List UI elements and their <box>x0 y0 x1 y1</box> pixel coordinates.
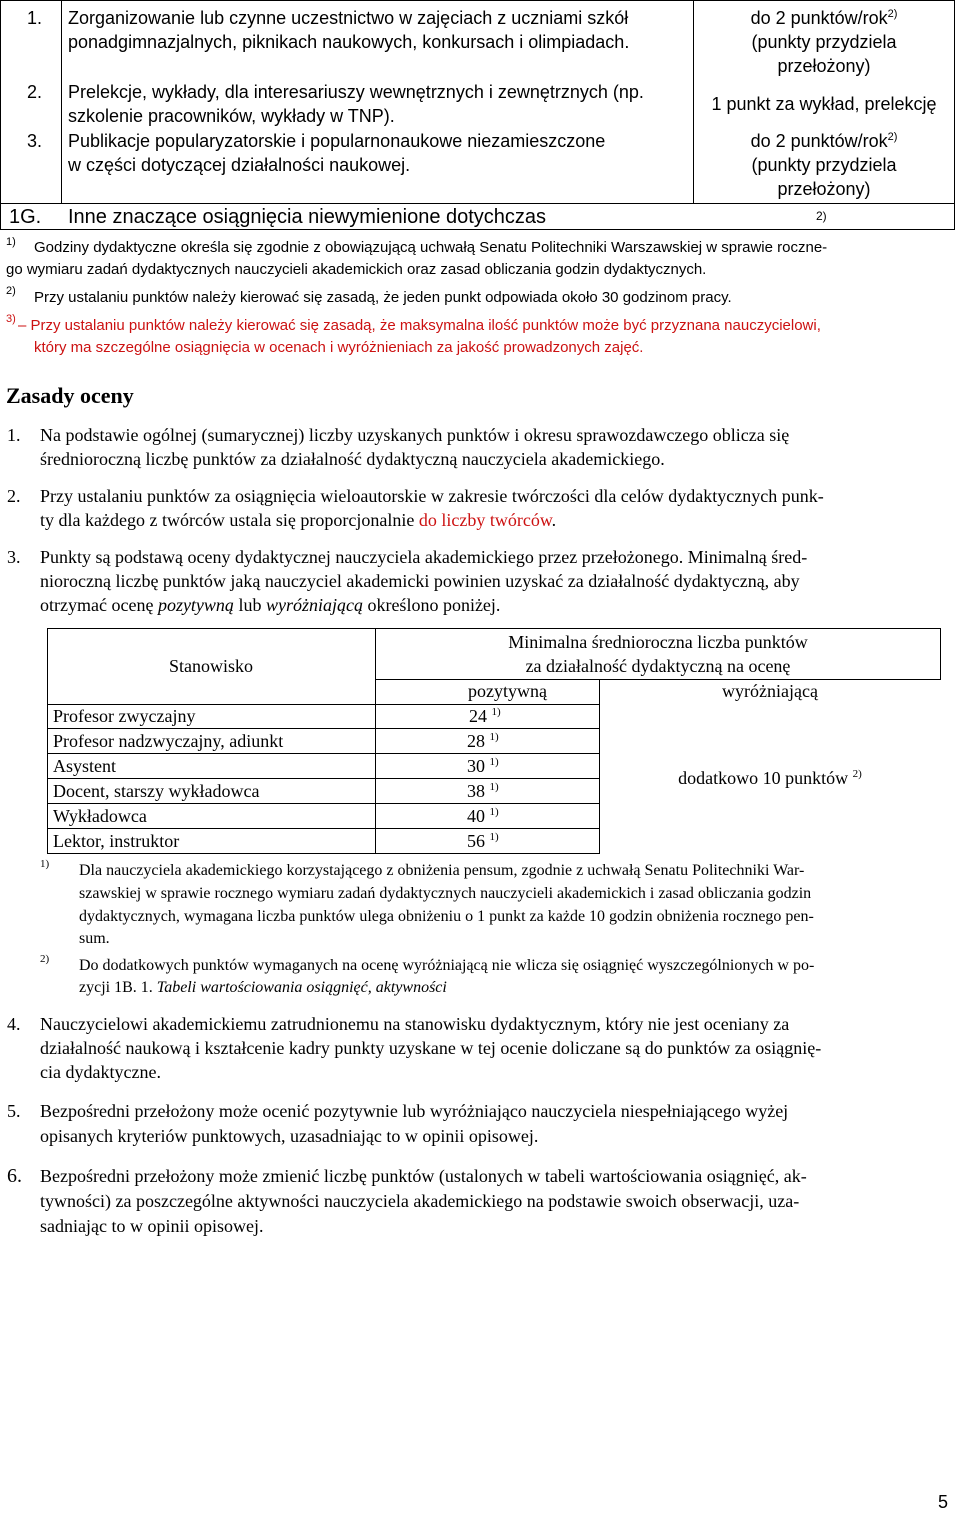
header-position: Stanowisko <box>168 656 253 676</box>
paragraph-line: Bezpośredni przełożony może ocenić pozytywnie lub wyróżniająco nauczyciela niespełniającego wyżej <box>40 1101 789 1121</box>
table-row-points: 56 $^{1)}$ <box>467 831 499 851</box>
row-text-line: Publikacje popularyzatorskie i popularnonaukowe niezamieszczone <box>68 131 606 151</box>
footnote-line: który ma szczególne osiągnięcia w ocenach i wyróżnieniach za jakość prowadzonych zajęć. <box>34 339 644 356</box>
row-points-line: (punkty przydziela <box>751 32 897 52</box>
distinct-value: dodatkowo 10 punktów $^{2)}$ <box>678 768 862 788</box>
page-heading: Zasady oceny <box>6 383 134 408</box>
table-row-points: 30 $^{1)}$ <box>467 756 499 776</box>
footnote-line: Przy ustalaniu punktów należy kierować się zasadą, że jeden punkt odpowiada około 30 godzinom pracy. <box>34 289 732 306</box>
footnote-mark: 1) <box>40 858 50 870</box>
table-row-points: 28 $^{1)}$ <box>467 731 499 751</box>
footnote-line: zycji 1B. 1. Tabeli wartościowania osiągnięć, aktywności <box>79 979 447 996</box>
footnote-mark: 2) <box>6 285 16 297</box>
footnote-line: dydaktycznych, wymagana liczba punktów ulega obniżeniu o 1 punkt za każde 10 godzin obniżenia rocznego pen- <box>79 908 814 925</box>
table-row-position: Docent, starszy wykładowca <box>53 781 260 801</box>
paragraph-line: otrzymać ocenę pozytywną lub wyróżniającą określono poniżej. <box>40 595 501 615</box>
footnote-line: – Przy ustalaniu punktów należy kierować się zasadą, że maksymalna ilość punktów może być przyznana nauczycielowi, <box>18 317 821 334</box>
row-number: 3. <box>27 131 43 151</box>
footnote-mark: 3) <box>6 313 16 325</box>
footnote-line: Dla nauczyciela akademickiego korzystającego z obniżenia pensum, zgodnie z uchwałą Senatu Politechniki War- <box>79 862 805 879</box>
row-number: 2. <box>27 82 43 102</box>
table-row-position: Profesor zwyczajny <box>53 706 196 726</box>
paragraph-line: działalność naukową i kształcenie kadry punkty uzyskane w tej ocenie doliczane są do punktów za osiągnię- <box>40 1038 822 1058</box>
row-text-line: szkolenie pracowników, wykłady w TNP). <box>68 106 395 126</box>
section-title: Inne znaczące osiągnięcia niewymienione dotychczas <box>68 206 547 228</box>
header-points: Minimalna średnioroczna liczba punktów <box>508 632 808 652</box>
footnote-mark: 1) <box>6 236 16 248</box>
header-points: za działalność dydaktyczną na ocenę <box>525 656 791 676</box>
paragraph-line: ty dla każdego z twórców ustala się proporcjonalnie do liczby twórców. <box>40 510 557 530</box>
activities-table <box>0 0 955 230</box>
table-row-points: 38 $^{1)}$ <box>467 781 499 801</box>
table-row-position: Asystent <box>53 756 116 776</box>
section-mark: 2) <box>816 209 827 223</box>
col-distinct: wyróżniającą <box>722 681 818 701</box>
col-positive: pozytywną <box>468 681 547 701</box>
paragraph-line: Punkty są podstawą oceny dydaktycznej nauczyciela akademickiego przez przełożonego. Minimalną śred- <box>40 547 808 567</box>
paragraph-line: sadniając to w opinii opisowej. <box>40 1216 264 1236</box>
paragraph-line: Na podstawie ogólnej (sumarycznej) liczby uzyskanych punktów i okresu sprawozdawczego oblicza się <box>40 425 790 445</box>
paragraph-number: 1. <box>7 425 21 445</box>
paragraph-number: 3. <box>7 547 21 567</box>
table-border <box>47 628 941 629</box>
footnote-line: szawskiej w sprawie rocznego wymiaru zadań dydaktycznych nauczycieli akademickich i zasad obliczania godzin <box>79 885 812 902</box>
paragraph-line: Bezpośredni przełożony może zmienić liczbę punktów (ustalonych w tabeli wartościowania osiągnięć, ak- <box>40 1166 807 1186</box>
paragraph-line: cia dydaktyczne. <box>40 1062 161 1082</box>
paragraph-number: 6. <box>7 1165 22 1187</box>
row-points-line: (punkty przydziela <box>751 155 897 175</box>
row-points-line: przełożony) <box>777 56 871 76</box>
paragraph-number: 2. <box>7 486 21 506</box>
row-points: do 2 punktów/rok$^{2)}$ <box>750 8 898 28</box>
table-row-position: Wykładowca <box>53 806 147 826</box>
paragraph-line: średnioroczną liczbę punktów za działalność dydaktyczną nauczyciela akademickiego. <box>40 449 665 469</box>
row-points: 1 punkt za wykład, prelekcję <box>711 94 937 114</box>
row-points: do 2 punktów/rok$^{2)}$ <box>750 131 898 151</box>
table-row-position: Profesor nadzwyczajny, adiunkt <box>53 731 284 751</box>
table-row-points: 24 $^{1)}$ <box>469 706 501 726</box>
table-border <box>47 853 599 854</box>
footnote-line: Do dodatkowych punktów wymaganych na ocenę wyróżniającą nie wlicza się osiągnięć wyszczególnionych w po- <box>79 957 815 974</box>
footnote-mark: 2) <box>40 953 50 965</box>
paragraph-number: 4. <box>7 1014 21 1034</box>
paragraph-line: Przy ustalaniu punktów za osiągnięcia wieloautorskie w zakresie twórczości dla celów dydaktycznych punk- <box>40 486 824 506</box>
footnote-line: sum. <box>79 930 110 947</box>
paragraph-line: tywności) za poszczególne aktywności nauczyciela akademickiego na podstawie swoich obserwacji, uza- <box>40 1191 800 1211</box>
table-divider <box>61 1 62 203</box>
paragraph-number: 5. <box>7 1101 21 1121</box>
row-points-line: przełożony) <box>777 179 871 199</box>
page-number: 5 <box>938 1492 949 1512</box>
paragraph-line: opisanych kryteriów punktowych, uzasadniając to w opinii opisowej. <box>40 1126 539 1146</box>
paragraph-line: nioroczną liczbę punktów jaką nauczyciel akademicki powinien uzyskać za działalność dydaktyczną, aby <box>40 571 800 591</box>
footnote-line: go wymiaru zadań dydaktycznych nauczycieli akademickich oraz zasad obliczania godzin dydaktycznych. <box>6 261 707 278</box>
min-points-table <box>47 628 941 854</box>
row-number: 1. <box>27 8 43 28</box>
table-row-position: Lektor, instruktor <box>53 831 180 851</box>
section-code: 1G. <box>9 206 42 228</box>
table-row-points: 40 $^{1)}$ <box>467 806 499 826</box>
row-text-line: Zorganizowanie lub czynne uczestnictwo w zajęciach z uczniami szkół <box>68 8 629 28</box>
row-text-line: w części dotyczącej działalności naukowej. <box>68 155 411 175</box>
table-divider <box>47 753 599 754</box>
row-text-line: ponadgimnazjalnych, piknikach naukowych, konkursach i olimpiadach. <box>68 32 630 52</box>
footnote-line: Godziny dydaktyczne określa się zgodnie z obowiązującą uchwałą Senatu Politechniki Warszawskiej w sprawie roczne- <box>34 239 828 256</box>
row-text-line: Prelekcje, wykłady, dla interesariuszy wewnętrznych i zewnętrznych (np. <box>68 82 644 102</box>
paragraph-line: Nauczycielowi akademickiemu zatrudnionemu na stanowisku dydaktycznym, który nie jest oceniany za <box>40 1014 790 1034</box>
